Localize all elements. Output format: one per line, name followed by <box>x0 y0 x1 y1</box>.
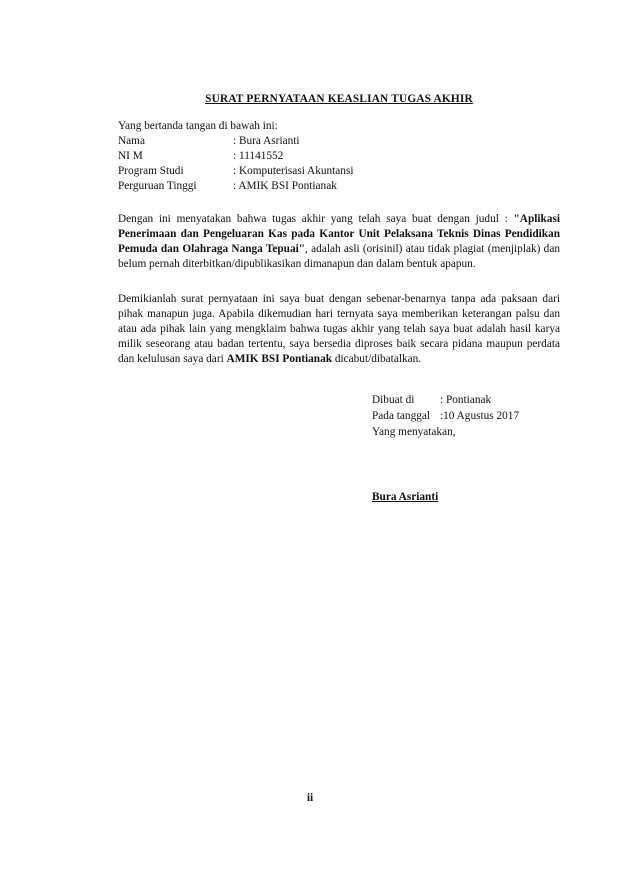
place-label: Dibuat di <box>372 394 415 406</box>
field-label: Perguruan Tinggi <box>118 180 197 192</box>
page-number: ii <box>306 792 314 804</box>
closing-lead: Demikianlah surat pernyataan ini saya buat dengan sebenar-benarnya tanpa ada paksaan dari pihak manapun juga. Apabila dikemudian hari ternyata saya memberikan keterangan palsu dan atau ada pihak lain yang mengklaim bahwa tugas akhir yang telah saya buat adalah hasil karya milik seseorang atau badan tertentu, saya bersedia diproses baik secara pidana maupun perdata dan kelulusan saya dari <box>118 293 560 365</box>
field-label: Nama <box>118 135 145 147</box>
field-row-nama <box>118 134 560 149</box>
place-value: : Pontianak <box>440 394 492 406</box>
date-value: :10 Agustus 2017 <box>440 410 520 422</box>
identity-fields <box>118 134 560 194</box>
field-value: : Bura Asrianti <box>233 135 300 147</box>
field-row-nim <box>118 149 560 164</box>
date-label: Pada tanggal <box>372 410 431 422</box>
field-value: : AMIK BSI Pontianak <box>233 180 337 192</box>
statement-lead: Dengan ini menyatakan bahwa tugas akhir yang telah saya buat dengan judul : <box>118 213 508 225</box>
signature-place-row <box>372 393 572 409</box>
document-title: SURAT PERNYATAAN KEASLIAN TUGAS AKHIR <box>205 93 473 105</box>
signature-statement: Yang menyatakan, <box>372 426 456 438</box>
intro-line: Yang bertanda tangan di bawah ini: <box>118 120 278 132</box>
field-row-program-studi <box>118 164 560 179</box>
field-value: : Komputerisasi Akuntansi <box>233 165 354 177</box>
closing-paragraph <box>118 292 560 367</box>
signature-date-row <box>372 409 572 425</box>
institution-name: AMIK BSI Pontianak <box>226 353 333 365</box>
statement-tail: , adalah asli (orisinil) atau tidak plagiat (menjiplak) dan belum pernah diterbitkan/dipublikasikan dimanapun dan dalam bentuk apapun. <box>118 243 560 270</box>
signature-block <box>372 393 572 441</box>
signer-name: Bura Asrianti <box>372 491 439 503</box>
field-row-perguruan-tinggi <box>118 179 560 194</box>
statement-paragraph <box>118 212 560 272</box>
thesis-title: "Aplikasi Penerimaan dan Pengeluaran Kas pada Kantor Unit Pelaksana Teknis Dinas Pendidikan Pemuda dan Olahraga Nanga Tepuai" <box>118 213 560 255</box>
field-label: Program Studi <box>118 165 184 177</box>
closing-tail: dicabut/dibatalkan. <box>334 353 422 365</box>
field-label: NI M <box>118 150 143 162</box>
field-value: : 11141552 <box>233 150 284 162</box>
